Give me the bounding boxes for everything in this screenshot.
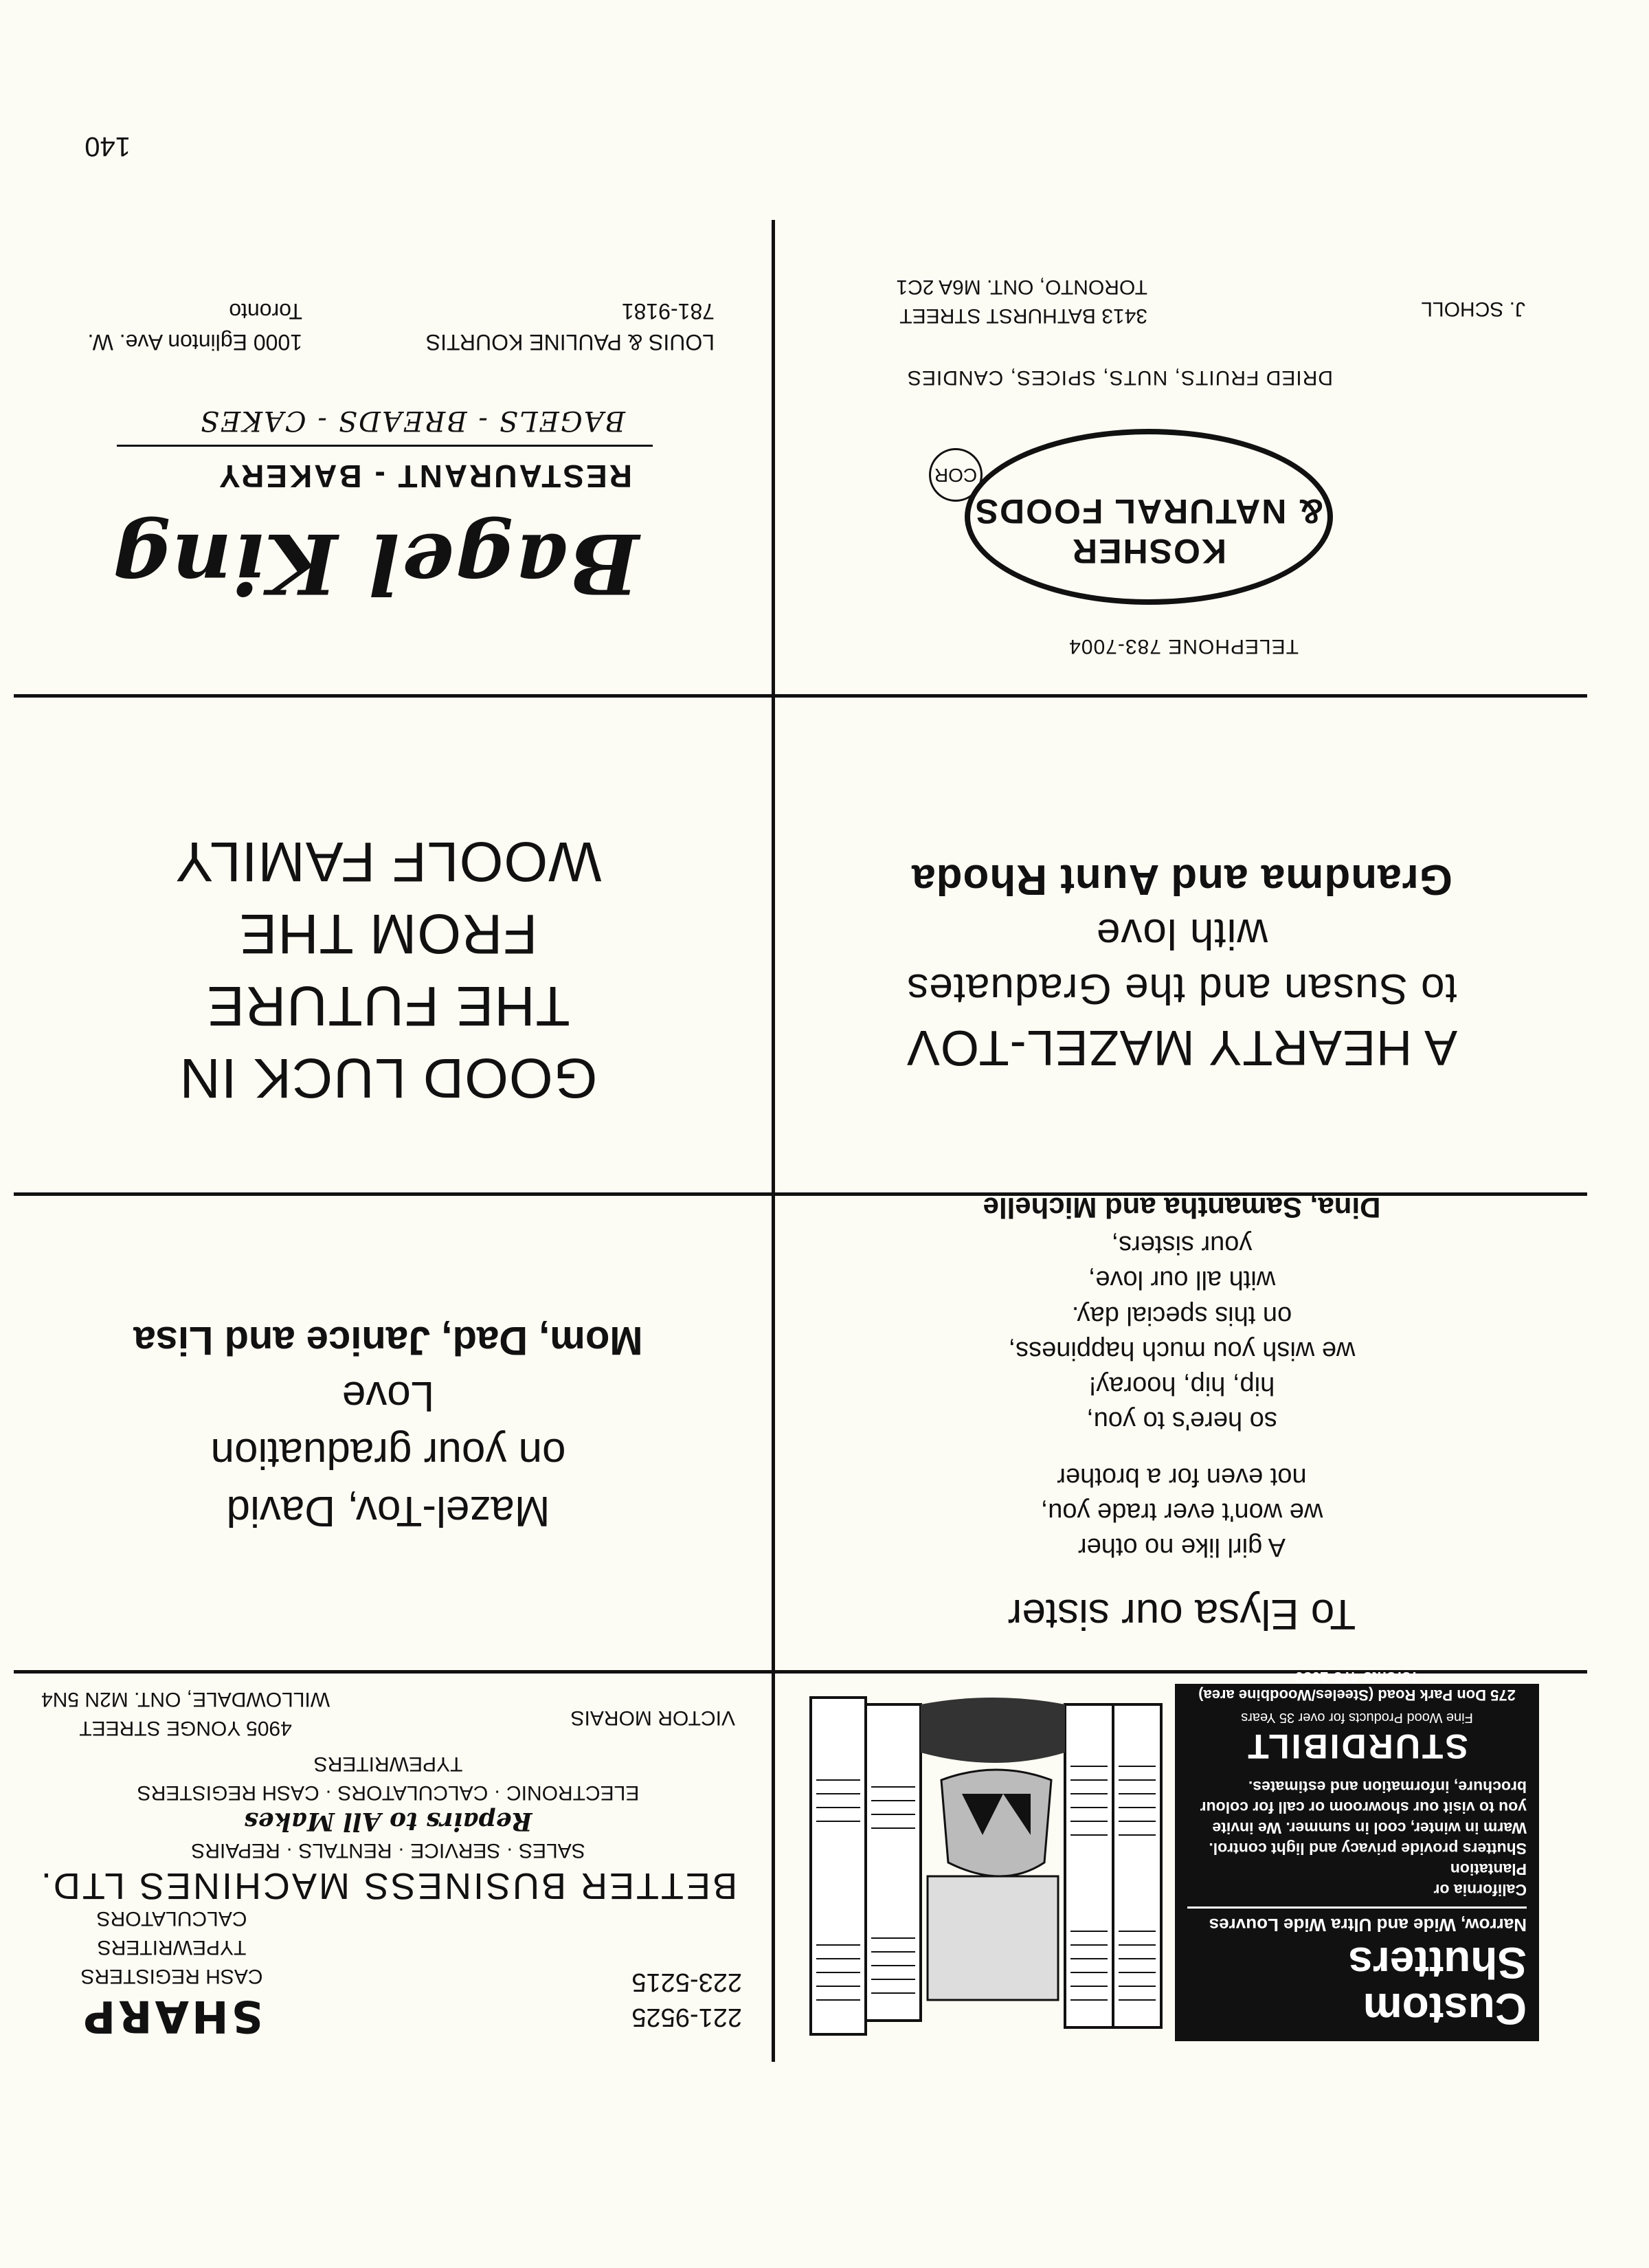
sturdibilt-city-phone: Toronto 475-1050 (1294, 1669, 1420, 1687)
sturdibilt-text-panel (1175, 1669, 1539, 2041)
kosher-telephone: TELEPHONE 783-7004 (1068, 635, 1299, 658)
woolf-line: FROM THE (238, 902, 538, 966)
grandma-rhoda-ad (776, 715, 1587, 1127)
verse-line: your sisters, (1111, 1230, 1253, 1259)
verse-line: we won't ever trade you, (1040, 1498, 1323, 1527)
woolf-family-ad (14, 715, 763, 1141)
horizontal-divider-3 (14, 694, 1587, 698)
bbm-phone: 221-9525 (631, 2003, 742, 2032)
kosher-foods-ad (776, 220, 1587, 674)
cor-seal: COR (929, 448, 983, 502)
bbm-brand-line: CASH REGISTERS (80, 1965, 263, 1988)
kosher-logo-line: KOSHER (1071, 532, 1226, 570)
sturdibilt-ad (790, 1669, 1539, 2041)
bbm-main (14, 1749, 763, 1907)
bbm-phones (467, 1964, 742, 2034)
bbm-tagline: Repairs to All Makes (244, 1807, 532, 1836)
kosher-logo-text (965, 491, 1333, 570)
shutters-illustration (790, 1684, 1168, 2041)
bagel-king-products: BAGELS - BREADS - CAKES (199, 405, 625, 436)
sturdibilt-brand: STURDIBILT (1246, 1727, 1468, 1766)
verse-line: hip, hip, hooray! (1088, 1371, 1275, 1401)
rhoda-line: A HEARTY MAZEL-TOV (906, 1020, 1458, 1075)
verse-line: with all our love, (1088, 1265, 1276, 1295)
vertical-divider (772, 220, 775, 2062)
bbm-city: WILLOWDALE, ONT. M2N 5N4 (41, 1688, 330, 1711)
bbm-contact: VICTOR MORAIS (570, 1706, 735, 1729)
bbm-phone: 223-5215 (631, 1967, 742, 1997)
mazel-tov-david-ad (14, 1210, 763, 1581)
elysa-title: To Elysa our sister (1007, 1590, 1356, 1638)
sturdibilt-body (1187, 1776, 1527, 1899)
kosher-city: TORONTO, ONT. M6A 2C1 (896, 276, 1147, 298)
elysa-signature: Dina, Samantha and Michelle (983, 1191, 1381, 1224)
bbm-products: ELECTRONIC · CALCULATORS · CASH REGISTERS (137, 1781, 640, 1804)
bagel-king-rule (117, 445, 653, 447)
bbm-name: BETTER BUSINESS MACHINES LTD. (38, 1865, 738, 1906)
sturdibilt-address: 275 Don Park Road (Steeles/Woodbine area) (1198, 1687, 1516, 1704)
woolf-line: THE FUTURE (206, 975, 570, 1038)
verse-line: so here's to you, (1086, 1406, 1277, 1436)
bagel-king-subtitle: RESTAURANT - BAKERY (217, 458, 632, 494)
elysa-ad (776, 1191, 1587, 1643)
rhoda-line: Grandma and Aunt Rhoda (911, 856, 1452, 904)
kosher-name: J. SCHOLL (1421, 298, 1525, 320)
body-line: Shutters provide privacy and light control. (1209, 1839, 1527, 1858)
body-line: you to visit our showroom or call for colour (1200, 1799, 1527, 1817)
david-line: Mazel-Tov, David (226, 1487, 550, 1535)
bagel-king-logo: Bagel King (111, 515, 639, 612)
verse-line: we wish you much happiness, (1008, 1335, 1356, 1365)
woolf-line: WOOLF FAMILY (175, 830, 602, 893)
rhoda-line: to Susan and the Graduates (906, 964, 1457, 1012)
verse-line: A girl like no other (1077, 1533, 1286, 1562)
rhoda-line: with love (1095, 910, 1268, 958)
bagel-king-address-block (87, 296, 302, 357)
bbm-products-2: TYPEWRITERS (313, 1753, 463, 1775)
bagel-king-ad (14, 220, 763, 674)
verse-line: not even for a brother (1057, 1462, 1307, 1491)
bagel-king-owners: LOUIS & PAULINE KOURTIS (425, 330, 715, 355)
david-line: Love (341, 1372, 435, 1420)
bbm-brand-line: CALCULATORS (96, 1907, 247, 1930)
sturdibilt-headline: Custom Shutters (1348, 1937, 1527, 2034)
bagel-king-phone: 781-9181 (621, 299, 715, 324)
bbm-brand-block (41, 1904, 302, 2041)
kosher-products: DRIED FRUITS, NUTS, SPICES, CANDIES (906, 366, 1333, 389)
body-line: Warm in winter, cool in summer. We invite (1212, 1819, 1527, 1837)
david-line: on your graduation (210, 1430, 566, 1478)
bbm-street: 4905 YONGE STREET (79, 1717, 292, 1739)
woolf-line: GOOD LUCK IN (179, 1047, 598, 1109)
page-number: 140 (85, 131, 131, 162)
verse-line: on this special day. (1071, 1300, 1292, 1330)
sturdibilt-tag: Fine Wood Products for over 35 Years (1241, 1710, 1473, 1726)
bagel-king-city: Toronto (229, 299, 302, 324)
better-business-ad (14, 1677, 763, 2048)
bagel-king-address: 1000 Eglinton Ave. W. (87, 330, 302, 355)
kosher-logo-line: & NATURAL FOODS (974, 492, 1324, 531)
sharp-logo: SHARP (80, 1990, 263, 2041)
kosher-address (896, 272, 1147, 330)
bagel-king-owners-block (426, 296, 715, 357)
kosher-street: 3413 BATHURST STREET (899, 304, 1147, 327)
sturdibilt-subhead: Narrow, Wide and Ultra Wide Louvres (1187, 1906, 1527, 1935)
bbm-address (41, 1685, 330, 1742)
body-line: California or (1433, 1880, 1527, 1899)
body-line: brochure, information and estimates. (1248, 1778, 1527, 1797)
bbm-services: SALES · SERVICE · RENTALS · REPAIRS (191, 1839, 585, 1862)
bbm-brand-line: TYPEWRITERS (97, 1936, 247, 1959)
body-line: Plantation (1450, 1860, 1527, 1878)
david-signature: Mom, Dad, Janice and Lisa (133, 1318, 643, 1363)
